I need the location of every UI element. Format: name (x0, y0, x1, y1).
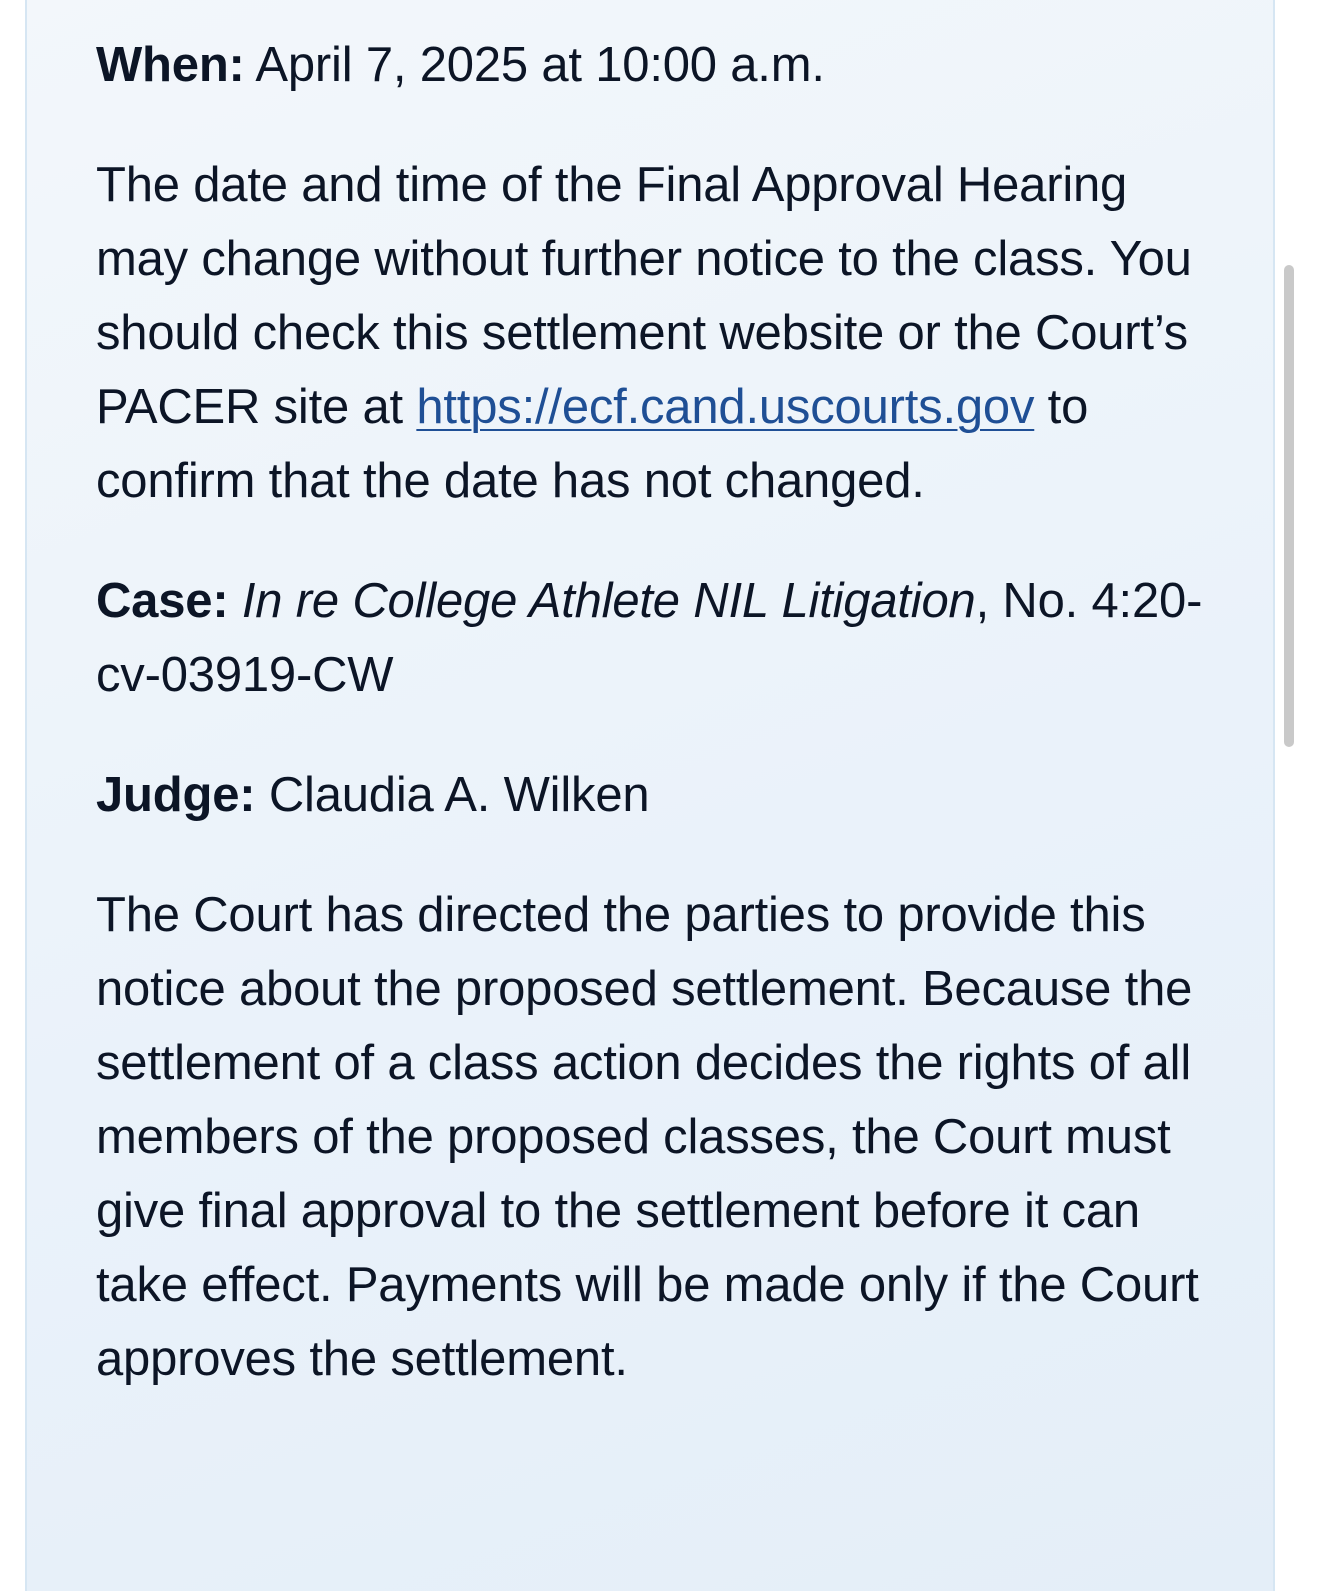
when-line (96, 28, 1216, 102)
case-number: , No. 4:20-cv-03919-CW (96, 574, 1203, 702)
judge-label: Judge: (96, 768, 256, 822)
hearing-info-content (96, 28, 1216, 1442)
judge-line (96, 758, 1216, 832)
when-label: When: (96, 38, 245, 92)
notice-text-after-link: to confirm that the date has not changed. (96, 380, 1089, 508)
court-paragraph: The Court has directed the parties to provide this notice about the proposed settlement. Because the settlement of a class action decides the rights of all members of the proposed classes, the Court must give final approval to the settlement before it can take effect. Payments will be made only if the Court approves the settlement. (96, 888, 1199, 1386)
case-name: In re College Athlete NIL Litigation (241, 574, 976, 628)
case-label: Case: (96, 574, 229, 628)
scrollbar-thumb[interactable] (1284, 265, 1294, 747)
case-line (96, 564, 1216, 712)
judge-value: Claudia A. Wilken (255, 768, 650, 822)
notice-text-before-link: The date and time of the Final Approval Hearing may change without further notice to the class. You should check this settlement website or the Court’s PACER site at (96, 158, 1192, 434)
notice-paragraph (96, 148, 1216, 518)
scrollbar-track[interactable] (1284, 0, 1296, 1591)
when-value: April 7, 2025 at 10:00 a.m. (244, 38, 825, 92)
pacer-link[interactable]: https://ecf.cand.uscourts.gov (416, 380, 1035, 434)
